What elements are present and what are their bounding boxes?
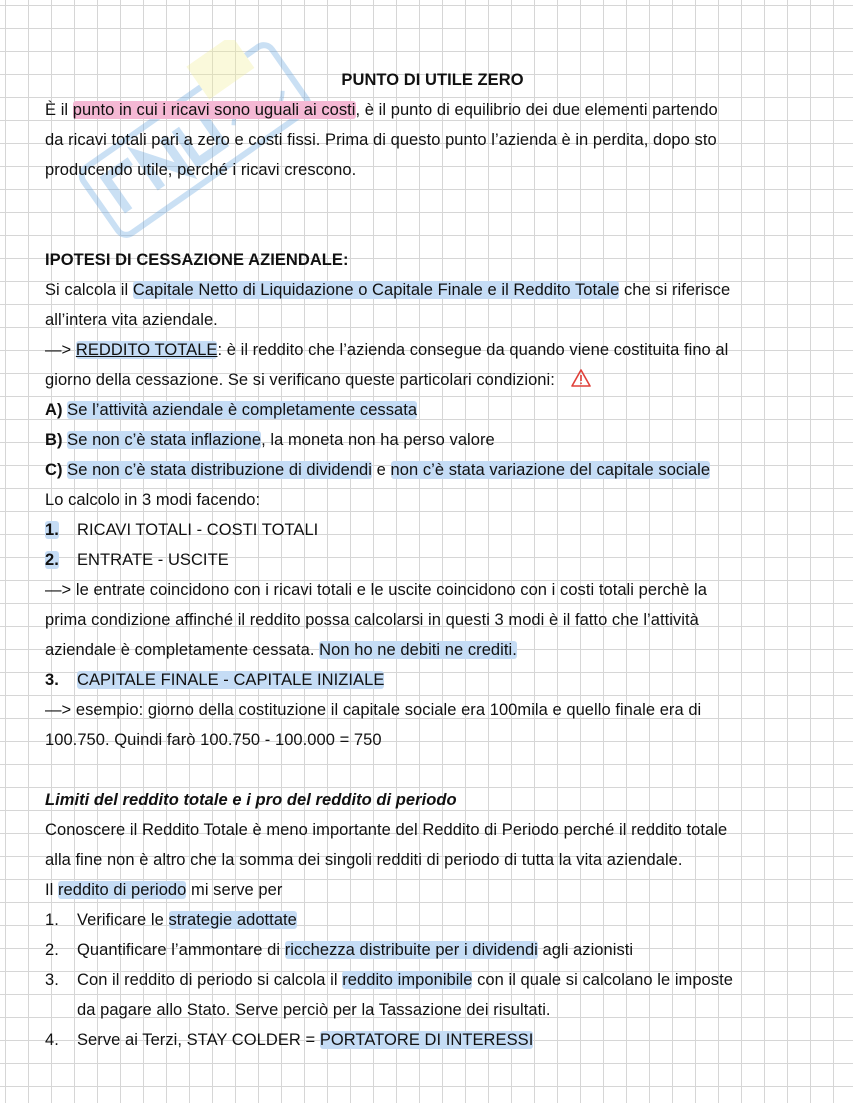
paragraph-line: aziendale è completamente cessata. Non ho ne debiti ne crediti. <box>45 641 517 659</box>
paragraph-line: alla fine non è altro che la somma dei singoli redditi di periodo di tutta la vita aziendale. <box>45 851 683 869</box>
list-item: 4. Serve ai Terzi, STAY COLDER = PORTATORE DI INTERESSI <box>45 1031 534 1049</box>
condition-a: A) Se l’attività aziendale è completamente cessata <box>45 401 418 419</box>
list-item: 1. Verificare le strategie adottate <box>45 911 297 929</box>
condition-c: C) Se non c’è stata distribuzione di dividendi e non c’è stata variazione del capitale sociale <box>45 461 711 479</box>
highlight-pink: punto in cui i ricavi sono uguali ai costi <box>72 101 356 119</box>
warning-triangle-icon <box>571 368 591 388</box>
list-item: 2. Quantificare l’ammontare di ricchezza distribuite per i dividendi agli azionisti <box>45 941 634 959</box>
paragraph-line: prima condizione affinché il reddito possa calcolarsi in questi 3 modi è il fatto che l’attività <box>45 611 699 629</box>
list-item: 2. ENTRATE - USCITE <box>45 551 229 569</box>
page-title: PUNTO DI UTILE ZERO <box>341 71 524 89</box>
paragraph-line: all’intera vita aziendale. <box>45 311 218 329</box>
reddito-totale-term: REDDITO TOTALE <box>75 341 218 359</box>
paragraph-line: —> REDDITO TOTALE: è il reddito che l’azienda consegue da quando viene costituita fino al <box>45 341 729 359</box>
paragraph-line: —> le entrate coincidono con i ricavi totali e le uscite coincidono con i costi totali perchè la <box>45 581 707 599</box>
paragraph-line: Il reddito di periodo mi serve per <box>45 881 283 899</box>
list-item: 3. CAPITALE FINALE - CAPITALE INIZIALE <box>45 671 385 689</box>
highlight-blue: Capitale Netto di Liquidazione o Capitale Finale e il Reddito Totale <box>132 281 620 299</box>
section-heading-limiti: Limiti del reddito totale e i pro del reddito di periodo <box>45 791 457 809</box>
intro-line-3: producendo utile, perché i ricavi crescono. <box>45 161 357 179</box>
list-item: 1. RICAVI TOTALI - COSTI TOTALI <box>45 521 319 539</box>
section-heading-cessazione: IPOTESI DI CESSAZIONE AZIENDALE: <box>45 251 349 269</box>
paragraph-line: giorno della cessazione. Se si verificano queste particolari condizioni: <box>45 365 820 395</box>
list-item: 3. Con il reddito di periodo si calcola il reddito imponibile con il quale si calcolano le imposte <box>45 971 733 989</box>
paragraph-line: Conoscere il Reddito Totale è meno importante del Reddito di Periodo perché il reddito totale <box>45 821 728 839</box>
paragraph-line: Si calcola il Capitale Netto di Liquidazione o Capitale Finale e il Reddito Totale che si riferisce <box>45 281 731 299</box>
intro-line-1: È il punto in cui i ricavi sono uguali ai costi, è il punto di equilibrio dei due elementi partendo <box>45 101 718 119</box>
list-item-continuation: da pagare allo Stato. Serve perciò per la Tassazione dei risultati. <box>77 1001 551 1019</box>
document-page <box>45 65 820 1055</box>
paragraph-line: Lo calcolo in 3 modi facendo: <box>45 491 261 509</box>
intro-line-2: da ricavi totali pari a zero e costi fissi. Prima di questo punto l’azienda è in perdita, dopo sto <box>45 131 717 149</box>
paragraph-line: 100.750. Quindi farò 100.750 - 100.000 = 750 <box>45 731 382 749</box>
condition-b: B) Se non c’è stata inflazione, la moneta non ha perso valore <box>45 431 495 449</box>
paragraph-line: —> esempio: giorno della costituzione il capitale sociale era 100mila e quello finale era di <box>45 701 702 719</box>
